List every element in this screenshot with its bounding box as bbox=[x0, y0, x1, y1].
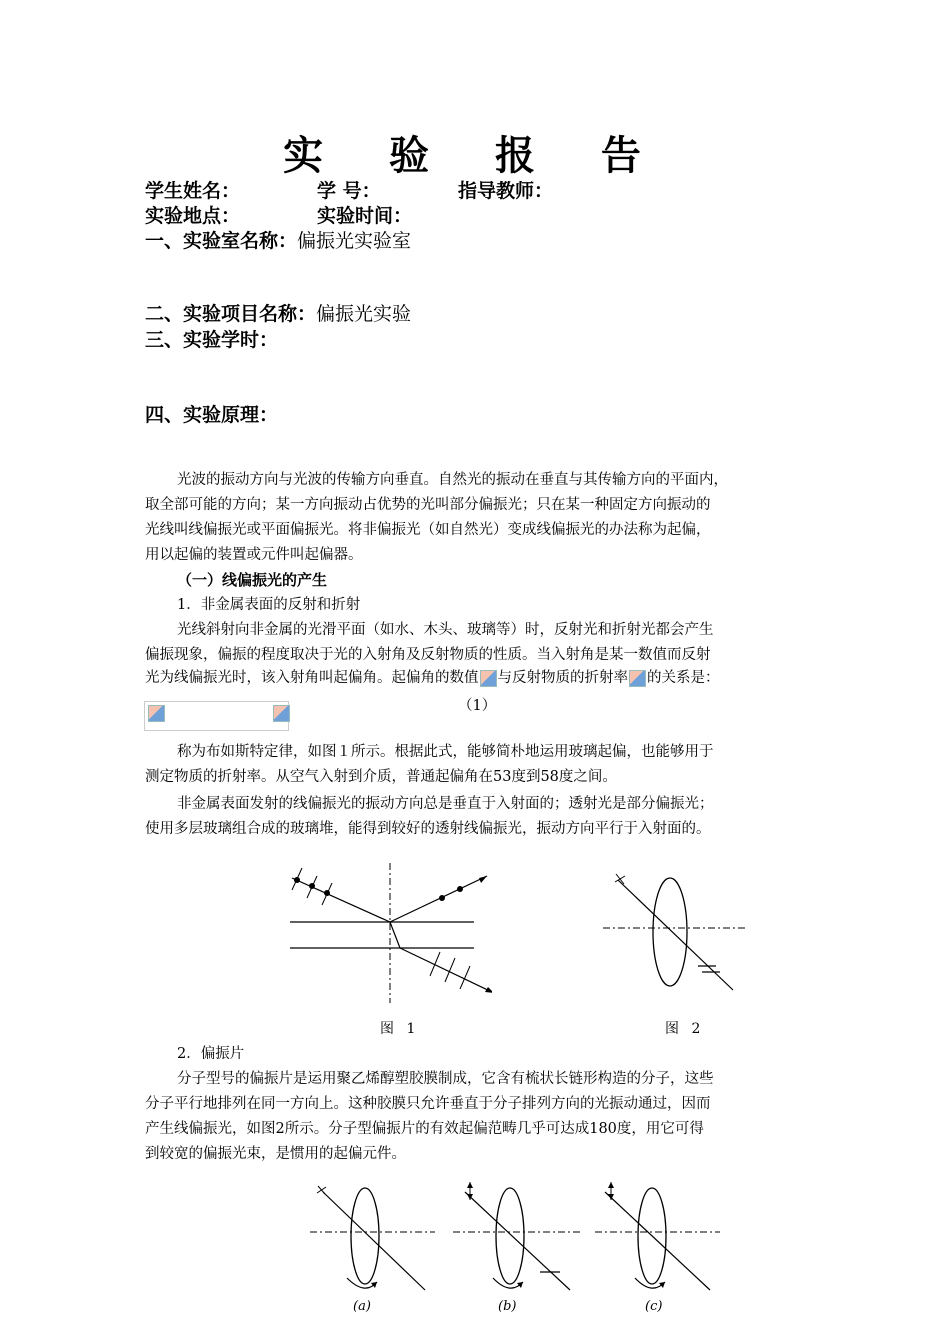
figure3-label-c: (c) bbox=[645, 1299, 663, 1314]
reflected-ray bbox=[390, 876, 487, 922]
lab-name-value: 偏振光实验室 bbox=[297, 230, 412, 252]
figure3-label-b: (b) bbox=[498, 1299, 517, 1314]
item-polarizer: 2．偏振片 bbox=[177, 1046, 245, 1062]
figure1-caption: 图 1 bbox=[380, 1021, 420, 1037]
panel-c bbox=[595, 1182, 720, 1290]
incident-ray bbox=[292, 878, 390, 922]
para4-line-4: 到较宽的偏振光束，是惯用的起偏元件。 bbox=[145, 1146, 406, 1162]
project-label: 二、实验项目名称： bbox=[145, 303, 317, 325]
para2-line-2: 测定物质的折射率。从空气入射到介质，普通起偏角在53度到58度之间。 bbox=[145, 769, 617, 785]
report-title: 实 验 报 告 bbox=[283, 133, 667, 179]
para1-line-1: 光线斜射向非金属的光滑平面（如水、木头、玻璃等）时，反射光和折射光都会产生 bbox=[177, 622, 714, 638]
intro-line-1: 光波的振动方向与光波的传输方向垂直。自然光的振动在垂直与其传输方向的平面内， bbox=[177, 472, 728, 488]
refractive-index-image-icon bbox=[629, 670, 646, 687]
para3-line-2: 使用多层玻璃组合成的玻璃堆，能得到较好的透射线偏振光，振动方向平行于入射面的。 bbox=[145, 821, 711, 837]
figure3-rotating-polarizer-diagrams bbox=[305, 1180, 725, 1300]
hours-label: 三、实验学时： bbox=[145, 329, 279, 351]
refracted-ray-inside bbox=[390, 922, 400, 948]
advisor-label: 指导教师： bbox=[458, 180, 554, 202]
para4-line-2: 分子平行地排列在同一方向上。这种胶膜只允许垂直于分子排列方向的光振动通过，因而 bbox=[145, 1096, 711, 1112]
transmitted-polarization-arrows bbox=[430, 952, 470, 989]
student-id-label: 学 号： bbox=[317, 180, 381, 202]
para1-line-2: 偏振现象，偏振的程度取决于光的入射角及反射物质的性质。当入射角是某一数值而反射 bbox=[145, 647, 711, 663]
time-label: 实验时间： bbox=[317, 205, 413, 227]
para1-line-3b: 与反射物质的折射率 bbox=[497, 670, 628, 686]
polarizer-disc bbox=[653, 878, 687, 986]
item-reflection-refraction: 1．非金属表面的反射和折射 bbox=[177, 597, 361, 613]
brewster-angle-image-icon bbox=[480, 670, 497, 687]
para4-line-1: 分子型号的偏振片是运用聚乙烯醇塑胶膜制成，它含有梳状长链形构造的分子，这些 bbox=[177, 1071, 714, 1087]
formula-image-icon-left bbox=[148, 705, 165, 722]
figure2-caption: 图 2 bbox=[665, 1021, 705, 1037]
incident-dots bbox=[294, 877, 330, 896]
principle-label: 四、实验原理： bbox=[145, 404, 279, 426]
brewster-formula-box bbox=[144, 701, 289, 731]
subsection-linear-polarization: （一）线偏振光的产生 bbox=[177, 571, 328, 589]
intro-line-2: 取全部可能的方向；某一方向振动占优势的光叫部分偏振光；只在某一种固定方向振动的 bbox=[145, 497, 711, 513]
panel-b bbox=[453, 1182, 580, 1290]
para4-line-3: 产生线偏振光，如图2所示。分子型偏振片的有效起偏范畴几乎可达成180度，用它可得 bbox=[145, 1121, 704, 1137]
para2-line-1: 称为布如斯特定律，如图１所示。根据此式，能够简朴地运用玻璃起偏，也能够用于 bbox=[177, 744, 714, 760]
project-value: 偏振光实验 bbox=[316, 303, 412, 325]
student-name-label: 学生姓名： bbox=[145, 180, 241, 202]
equation-number: （1） bbox=[458, 698, 497, 714]
lab-name-label: 一、实验室名称： bbox=[145, 230, 298, 252]
intro-line-4: 用以起偏的装置或元件叫起偏器。 bbox=[145, 547, 363, 563]
location-label: 实验地点： bbox=[145, 205, 241, 227]
panel-a bbox=[310, 1186, 435, 1290]
para3-line-1: 非金属表面发射的线偏振光的振动方向总是垂直于入射面的；透射光是部分偏振光； bbox=[177, 796, 714, 812]
light-ray bbox=[618, 880, 733, 990]
para1-line-3 bbox=[145, 666, 720, 691]
formula-image-icon-right bbox=[273, 705, 290, 722]
section-project bbox=[145, 299, 411, 326]
figure2-polarizer-diagram bbox=[598, 862, 758, 1002]
para1-line-3a: 光为线偏振光时，该入射角叫起偏角。起偏角的数值 bbox=[145, 670, 479, 686]
figure3-label-a: (a) bbox=[353, 1299, 371, 1314]
section-lab-name bbox=[145, 226, 411, 253]
transmitted-ray bbox=[400, 948, 492, 993]
intro-line-3: 光线叫线偏振光或平面偏振光。将非偏振光（如自然光）变成线偏振光的办法称为起偏， bbox=[145, 522, 711, 538]
figure1-reflection-diagram bbox=[282, 858, 492, 1008]
para1-line-3c: 的关系是： bbox=[647, 670, 720, 686]
